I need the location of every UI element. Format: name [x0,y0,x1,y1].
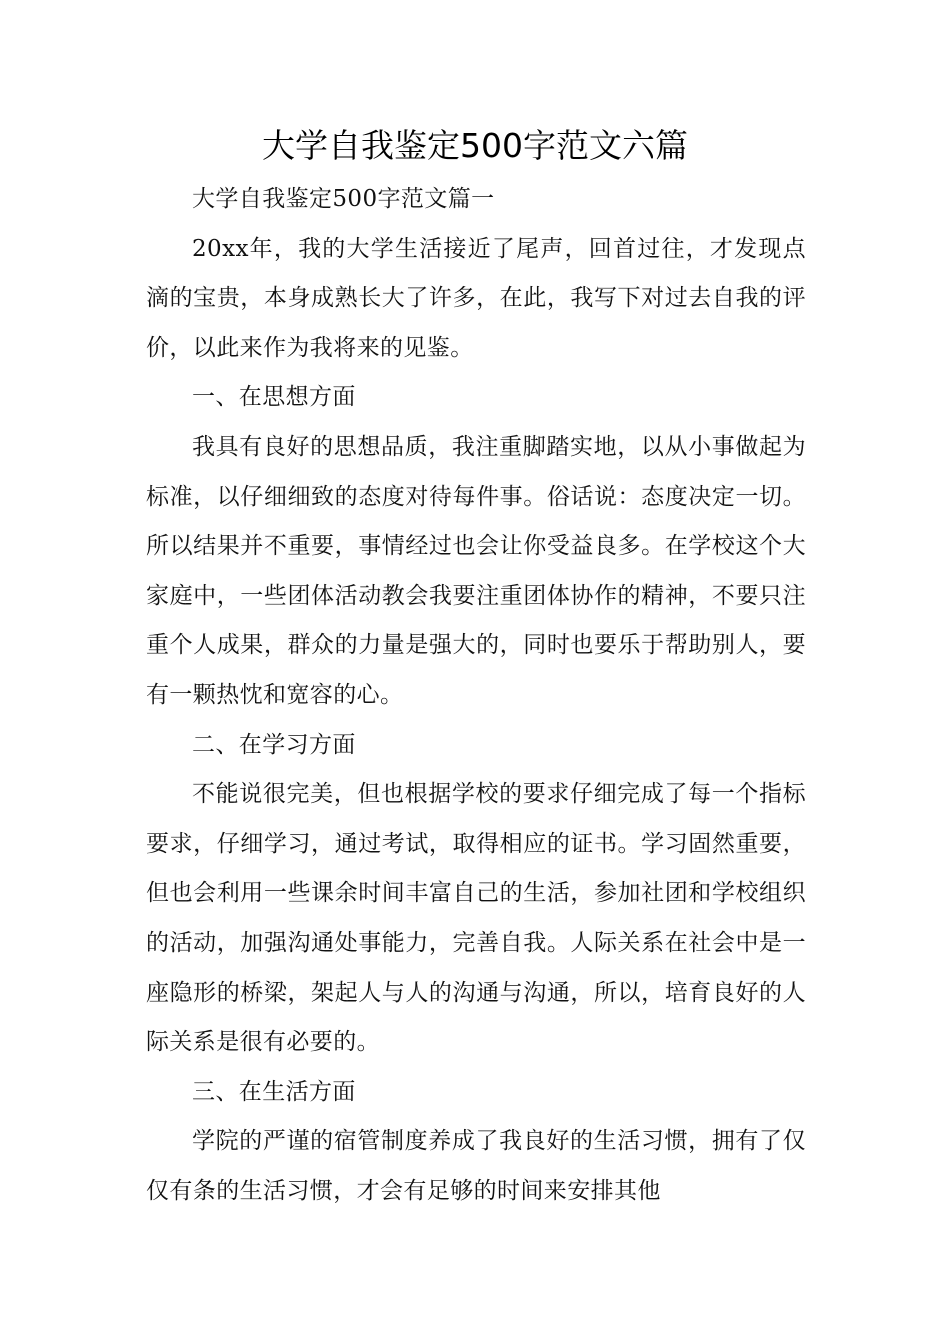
body-paragraph: 学院的严谨的宿管制度养成了我良好的生活习惯，拥有了仅仅有条的生活习惯，才会有足够的时间来安排其他 [146,1128,806,1204]
section-heading: 三、在生活方面 [192,1078,356,1105]
document-title: 大学自我鉴定500字范文六篇 [262,126,688,165]
section-heading: 一、在思想方面 [192,384,356,411]
document-body [146,175,806,1216]
section-heading: 二、在学习方面 [192,731,356,758]
section-heading: 大学自我鉴定500字范文篇一 [192,186,495,212]
body-paragraph: 我具有良好的思想品质，我注重脚踏实地，以从小事做起为标准，以仔细细致的态度对待每件事。俗话说：态度决定一切。所以结果并不重要，事情经过也会让你受益良多。在学校这个大家庭中，一些团体活动教会我要注重团体协作的精神，不要只注重个人成果，群众的力量是强大的，同时也要乐于帮助别人，要有一颗热忱和宽容的心。 [146,433,806,708]
body-paragraph: 不能说很完美，但也根据学校的要求仔细完成了每一个指标要求，仔细学习，通过考试，取得相应的证书。学习固然重要，但也会利用一些课余时间丰富自己的生活，参加社团和学校组织的活动，加强沟通处事能力，完善自我。人际关系在社会中是一座隐形的桥梁，架起人与人的沟通与沟通，所以，培育良好的人际关系是很有必要的。 [146,781,806,1056]
body-paragraph: 20xx年，我的大学生活接近了尾声，回首过往，才发现点滴的宝贵，本身成熟长大了许多，在此，我写下对过去自我的评价，以此来作为我将来的见鉴。 [146,235,806,361]
